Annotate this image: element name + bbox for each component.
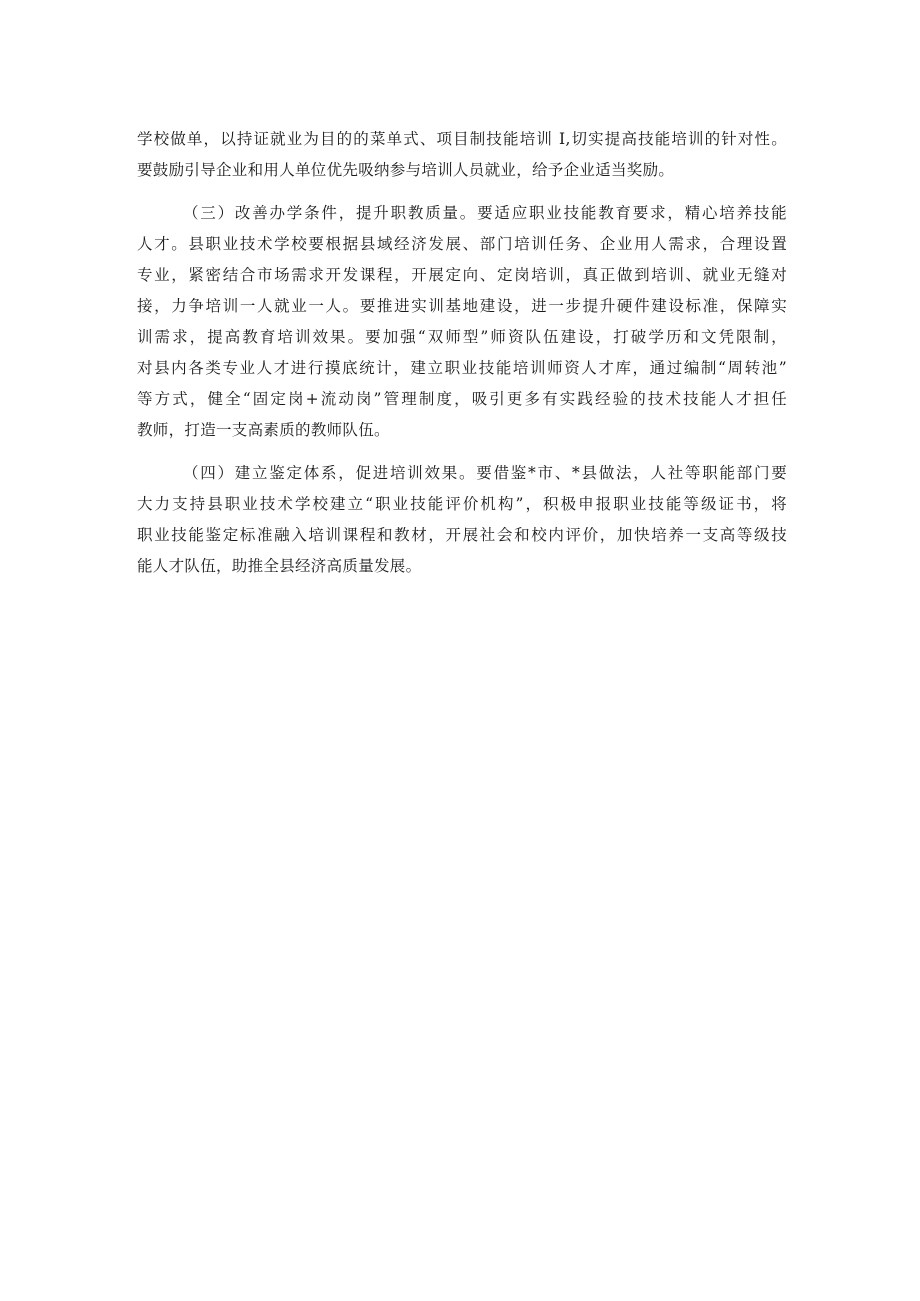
- paragraph-line: 能人才队伍，助推全县经济高质量发展。: [137, 557, 422, 575]
- paragraph-line: 对县内各类专业人才进行摸底统计，建立职业技能培训师资人才库，通过编制“周转池”: [137, 359, 787, 377]
- paragraph-3: [137, 458, 787, 582]
- paragraph-line: 接，力争培训一人就业一人。要推进实训基地建设，进一步提升硬件建设标准，保障实: [137, 297, 787, 315]
- paragraph-line: 教师，打造一支高素质的教师队伍。: [137, 421, 390, 439]
- paragraph-line: 等方式，健全“固定岗+流动岗”管理制度，吸引更多有实践经验的技术技能人才担任: [137, 390, 787, 408]
- paragraph-line: 学校做单，以持证就业为目的的菜单式、项目制技能培训 I,切实提高技能培训的针对性。: [137, 130, 787, 148]
- paragraph-1: [137, 124, 787, 186]
- paragraph-line: （四）建立鉴定体系，促进培训效果。要借鉴*市、*县做法，人社等职能部门要: [183, 464, 787, 482]
- paragraph-line: 专业，紧密结合市场需求开发课程，开展定向、定岗培训，真正做到培训、就业无缝对: [137, 266, 787, 284]
- paragraph-line: （三）改善办学条件，提升职教质量。要适应职业技能教育要求，精心培养技能: [183, 204, 787, 222]
- paragraph-line: 要鼓励引导企业和用人单位优先吸纳参与培训人员就业，给予企业适当奖励。: [137, 161, 675, 179]
- paragraph-line: 职业技能鉴定标准融入培训课程和教材，开展社会和校内评价，加快培养一支高等级技: [137, 526, 787, 544]
- document-body: [137, 124, 787, 582]
- paragraph-2: [137, 198, 787, 446]
- paragraph-line: 训需求，提高教育培训效果。要加强“双师型”师资队伍建设，打破学历和文凭限制，: [137, 328, 787, 346]
- paragraph-line: 大力支持县职业技术学校建立“职业技能评价机构”，积极申报职业技能等级证书，将: [137, 495, 787, 513]
- paragraph-line: 人才。县职业技术学校要根据县域经济发展、部门培训任务、企业用人需求，合理设置: [137, 235, 787, 253]
